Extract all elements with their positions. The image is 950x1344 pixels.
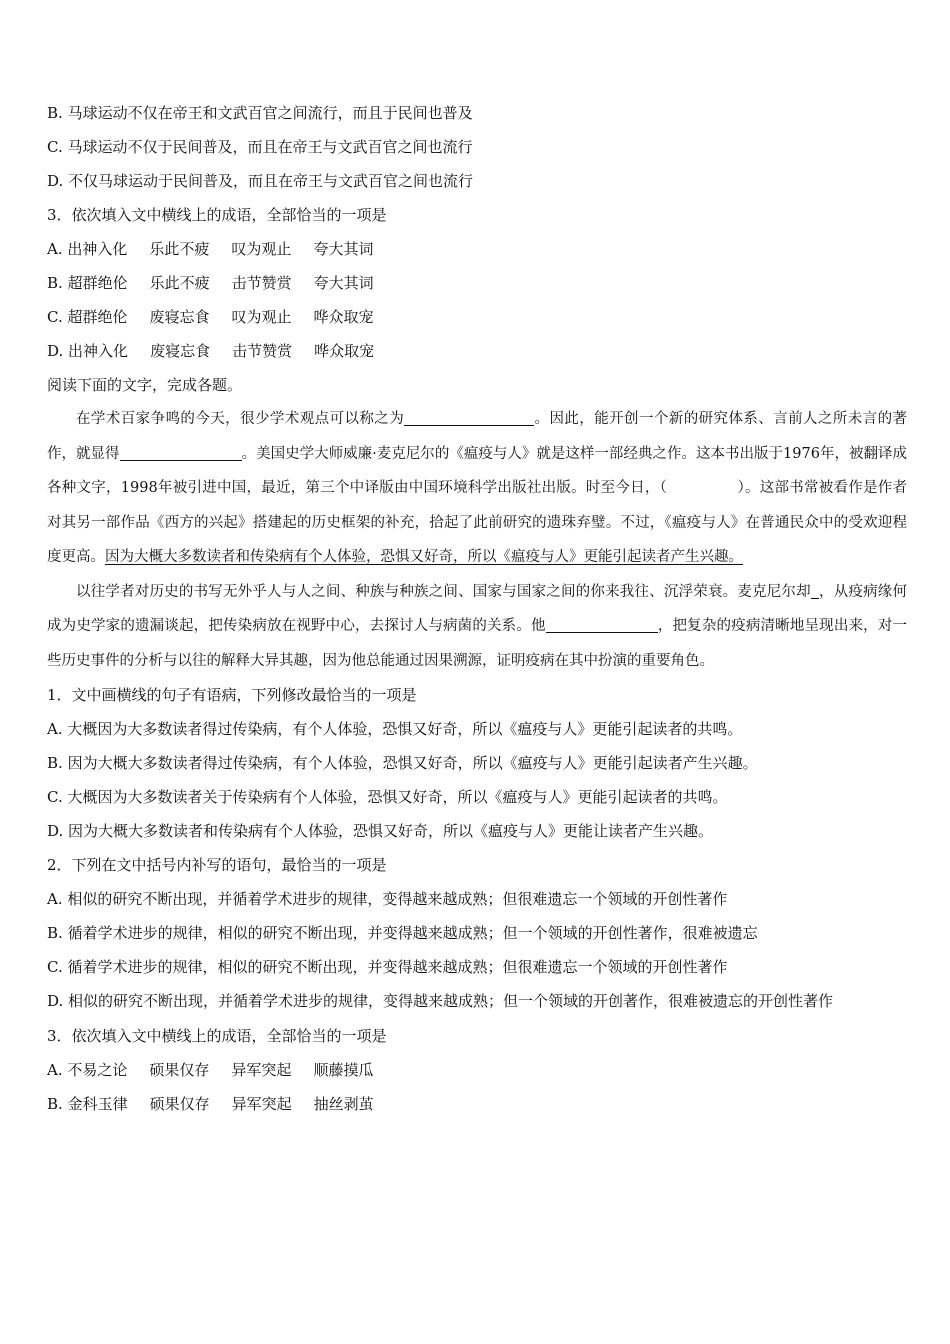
fill-blank-1 xyxy=(404,409,534,426)
fill-blank-3 xyxy=(811,582,819,599)
underlined-sentence: 因为大概大多数读者和传染病有个人体验，恐惧又好奇，所以《瘟疫与人》更能引起读者产生兴趣。 xyxy=(105,549,743,565)
idiom-option-d-prev: D. 出神入化 废寝忘食 击节赞赏 哗众取宠 xyxy=(47,342,375,360)
fill-blank-2 xyxy=(120,444,242,461)
idiom-option-c-prev: C. 超群绝伦 废寝忘食 叹为观止 哗众取宠 xyxy=(47,308,374,326)
q1-option-b: B. 因为大概大多数读者得过传染病，有个人体验，恐惧又好奇，所以《瘟疫与人》更能引起读者产生兴趣。 xyxy=(47,754,758,772)
q1-option-c: C. 大概因为大多数读者关于传染病有个人体验，恐惧又好奇，所以《瘟疫与人》更能引起读者的共鸣。 xyxy=(47,788,728,806)
passage-paragraph-1: 在学术百家争鸣的今天，很少学术观点可以称之为 。因此，能开创一个新的研究体系、言前人之所未言的著作，就显得 。美国史学大师威廉·麦克尼尔的《瘟疫与人》就是这样一部经典之作。这本书出版于1976年，被翻译成各种文字，1998年被引进中国，最近，第三个中译版由中国环境科学出版社出版。时至今日，（ ）。这部书常被看作是作者对其另一部作品《西方的兴起》搭建起的历史框架的补充，拾起了此前研究的遗珠弃璧。不过，《瘟疫与人》在普通民众中的受欢迎程度更高。因为大概大多数读者和传染病有个人体验，恐惧又好奇，所以《瘟疫与人》更能引起读者产生兴趣。 xyxy=(47,411,908,565)
reading-passage xyxy=(47,402,907,678)
question-3-stem: 3．依次填入文中横线上的成语，全部恰当的一项是 xyxy=(47,1026,387,1045)
option-b-prev: B. 马球运动不仅在帝王和文武百官之间流行，而且于民间也普及 xyxy=(47,104,473,122)
q3-option-b: B. 金科玉律 硕果仅存 异军突起 抽丝剥茧 xyxy=(47,1094,374,1113)
idiom-option-a-prev: A. 出神入化 乐此不疲 叹为观止 夸大其词 xyxy=(47,240,374,258)
document-page xyxy=(47,96,907,1121)
q3-option-a: A. 不易之论 硕果仅存 异军突起 顺藤摸瓜 xyxy=(47,1060,374,1079)
q1-option-a: A. 大概因为大多数读者得过传染病，有个人体验，恐惧又好奇，所以《瘟疫与人》更能引起读者的共鸣。 xyxy=(47,720,743,738)
q1-option-d: D. 因为大概大多数读者和传染病有个人体验，恐惧又好奇，所以《瘟疫与人》更能让读者产生兴趣。 xyxy=(47,822,714,840)
q2-option-a: A. 相似的研究不断出现，并循着学术进步的规律，变得越来越成熟；但很难遗忘一个领域的开创性著作 xyxy=(47,890,728,908)
fill-blank-4 xyxy=(546,616,658,633)
option-c-prev: C. 马球运动不仅于民间普及，而且在帝王与文武百官之间也流行 xyxy=(47,138,473,156)
q2-option-d: D. 相似的研究不断出现，并循着学术进步的规律，变得越来越成熟；但一个领域的开创著作，很难被遗忘的开创性著作 xyxy=(47,992,834,1010)
question-stem: 3．依次填入文中横线上的成语，全部恰当的一项是 xyxy=(47,206,387,224)
q2-option-b: B. 循着学术进步的规律，相似的研究不断出现，并变得越来越成熟；但一个领域的开创性著作，很难被遗忘 xyxy=(47,924,758,942)
idiom-option-b-prev: B. 超群绝伦 乐此不疲 击节赞赏 夸大其词 xyxy=(47,274,374,292)
question-2-stem: 2．下列在文中括号内补写的语句，最恰当的一项是 xyxy=(47,856,387,874)
option-d-prev: D. 不仅马球运动于民间普及，而且在帝王与文武百官之间也流行 xyxy=(47,172,474,190)
reading-instruction: 阅读下面的文字，完成各题。 xyxy=(47,376,243,394)
passage-paragraph-2: 以往学者对历史的书写无外乎人与人之间、种族与种族之间、国家与国家之间的你来我往、沉浮荣衰。麦克尼尔却 ，从疫病缘何成为史学家的遗漏谈起，把传染病放在视野中心，去探讨人与病菌的关系。他 ，把复杂的疫病清晰地呈现出来，对一些历史事件的分析与以往的解释大异其趣，因为他总能通过因果溯源，证明疫病在其中扮演的重要角色。 xyxy=(47,583,908,669)
question-1-stem: 1．文中画横线的句子有语病，下列修改最恰当的一项是 xyxy=(47,686,417,704)
q2-option-c: C. 循着学术进步的规律，相似的研究不断出现，并变得越来越成熟；但很难遗忘一个领域的开创性著作 xyxy=(47,958,728,976)
